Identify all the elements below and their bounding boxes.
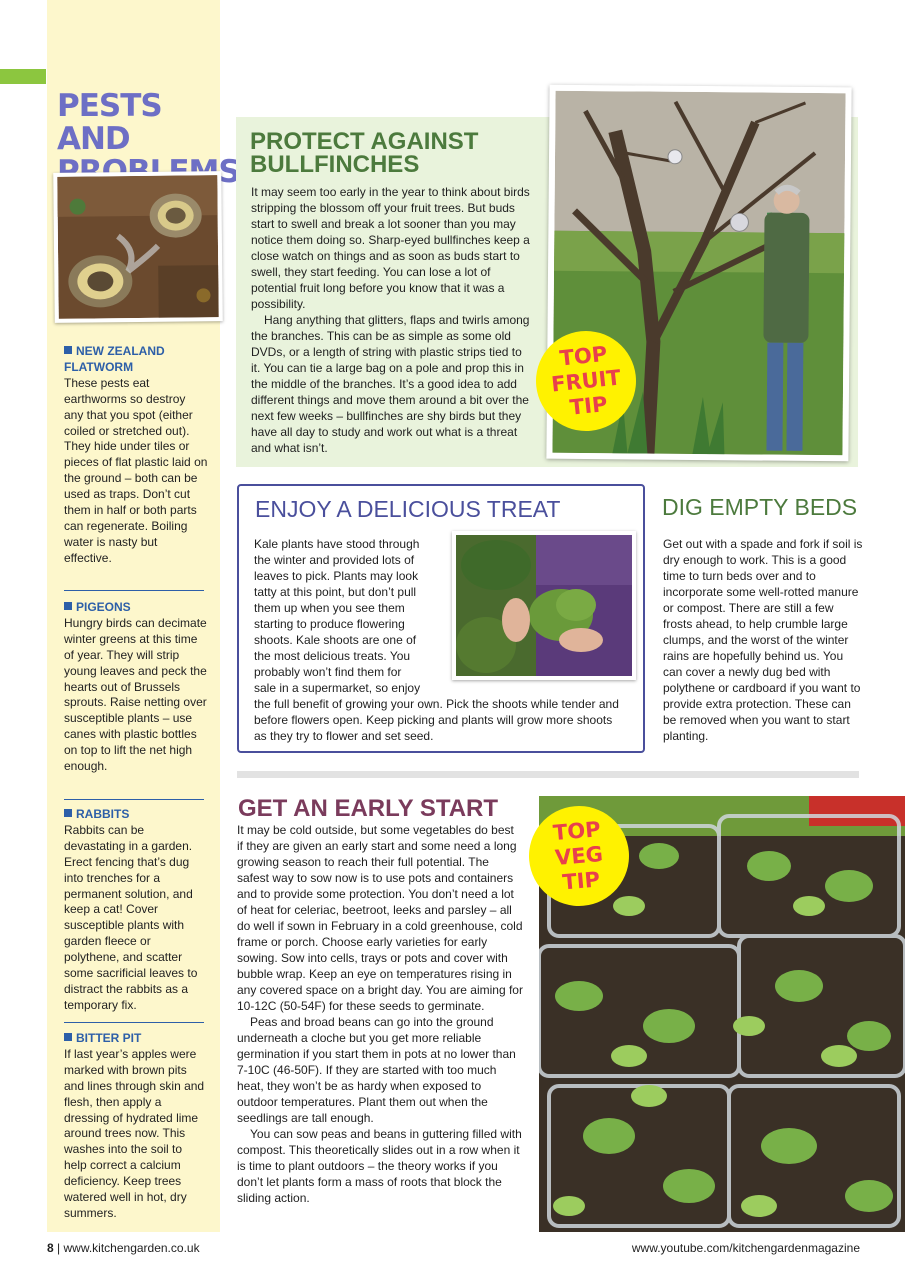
early-paragraph: You can sow peas and beans in guttering filled with compost. This theoretically slides out in a row when it is time to plant outdoors – the theory works if you don’t let plants form a mass of roots that block the sliding action. (237, 1127, 522, 1205)
bullet-square-icon (64, 1033, 72, 1041)
flatworm-photo (53, 171, 223, 323)
sidebar-heading: BITTER PIT (64, 1031, 208, 1047)
early-start-title: GET AN EARLY START (238, 795, 499, 822)
sidebar-heading: PIGEONS (64, 600, 208, 616)
bullfinch-paragraph: It may seem too early in the year to think about birds stripping the blossom off your fruit trees. But buds start to swell and break a lot sooner than you may notice them doing so. Sharp-eyed bullfinches keep a close watch on things and as soon as buds start to swell, they start feeding. You can lose a lot of potential fruit long before you know that it was a possibility. (251, 185, 530, 311)
kale-shoots-photo (452, 531, 636, 680)
bullet-square-icon (64, 602, 72, 610)
footer-left (47, 1241, 200, 1255)
top-veg-tip-badge: TOP VEG TIP (525, 802, 633, 910)
sidebar-heading: RABBITS (64, 807, 208, 823)
sidebar-divider (64, 1022, 204, 1023)
early-paragraph: Peas and broad beans can go into the ground underneath a cloche but you get more reliable germination if you start them in pots at no lower than 7-10C (46-50F). If they are started with too much heat, they won’t be as hardy when exposed to outdoor temperatures. Plant them out when the seedlings are tall enough. (237, 1015, 516, 1125)
sidebar-section-rabbits (64, 807, 208, 1014)
bullet-square-icon (64, 346, 72, 354)
bullfinch-body (251, 184, 533, 456)
treat-paragraph: Kale plants have stood through the winter and provided lots of leaves to pick. Plants may look tatty at this point, but don’t pull them up when you see them starting to produce flowering shoots. Kale shoots are one of the most delicious treats. You probably won’t find them for sale in a supermarket, so enjoy the full benefit of growing your own. Pick the shoots while tender and before flowers open. Keep picking and plants will grow more shoots as they try to flower and set seed. (254, 537, 619, 743)
top-fruit-tip-badge: TOP FRUIT TIP (531, 326, 641, 436)
sidebar-section-flatworm (64, 344, 208, 567)
sidebar-body: These pests eat earthworms so destroy any that you spot (either coiled or stretched out). They hide under tiles or pieces of flat plastic laid on the ground – both can be used as traps. Don’t cut them in half or both parts can regenerate. Boiling water is nasty but effective. (64, 375, 208, 565)
sidebar-divider (64, 799, 204, 800)
dig-beds-body: Get out with a spade and fork if soil is dry enough to work. This is a good time to turn beds over and to incorporate some well-rotted manure or compost. There are still a few frosts ahead, to help crumble large clumps, and the worst of the winter rains are hopefully behind us. You can cover a newly dug bed with polythene or cardboard if you want to provide extra protection. These can be removed when you want to start planting. (663, 537, 863, 743)
sidebar-title: PESTS AND (57, 88, 162, 157)
sidebar-body: If last year’s apples were marked with brown pits and lines through skin and flesh, then apply a dressing of hydrated lime around trees now. This washes into the soil to help correct a calcium deficiency. Keep trees watered well in hot, dry summers. (64, 1046, 205, 1220)
bullfinch-title: PROTECT AGAINST BULLFINCHES (250, 128, 479, 178)
sidebar-section-bitter-pit (64, 1031, 208, 1222)
page-number: 8 (47, 1241, 54, 1255)
bullet-square-icon (64, 809, 72, 817)
sidebar-body: Hungry birds can decimate winter greens at this time of year. They will strip young leaves and peck the hearts out of Brussels sprouts. Raise netting over susceptible plants – use canes with plastic bottles on top to lift the net high enough. (64, 615, 207, 774)
footer-site-link[interactable]: www.kitchengarden.co.uk (63, 1241, 200, 1255)
early-paragraph: It may be cold outside, but some vegetables do best if they are given an early start and some need a long growing season to reach their full potential. The safest way to sow now is to use pots and containers and to provide some protection. You don’t need a lot of heat for celeriac, beetroot, leeks and parsley – all do well if sown in February in a cold greenhouse, cold frame or porch. Choose early varieties for early sowing. Sow into cells, trays or pots and cover with bubble wrap. Keep an eye on temperatures rising in any covered space on a bright day. You are aiming for 10-12C (50-54F) for these seeds to germinate. (237, 823, 523, 1013)
section-tab-marker (0, 69, 46, 84)
footer-separator: | (57, 1241, 61, 1255)
sidebar-section-pigeons (64, 600, 208, 775)
sidebar-body: Rabbits can be devastating in a garden. Erect fencing that’s dug into trenches for a permanent solution, and keep a cat! Cover susceptible plants with garden fleece or polythene, and scatter some sacrificial leaves to distract the rabbits as a temporary fix. (64, 822, 198, 1012)
sidebar-divider (64, 590, 204, 591)
sidebar-heading: NEW ZEALAND FLATWORM (64, 344, 165, 374)
early-start-body (237, 822, 523, 1206)
treat-title: ENJOY A DELICIOUS TREAT (255, 496, 561, 522)
dig-beds-title: DIG EMPTY BEDS (662, 494, 858, 520)
footer-youtube-link[interactable]: www.youtube.com/kitchengardenmagazine (631, 1241, 860, 1255)
bullfinch-paragraph: Hang anything that glitters, flaps and twirls among the branches. This can be as simple as some old DVDs, or a length of string with plastic strips tied to it. You can tie a large bag on a pole and prop this in the middle of the branches. It’s a good idea to add different things and move them around a bit over the next few weeks – bullfinches are shy birds but they have all day to study and work out what is a threat and what isn’t. (251, 313, 530, 455)
section-divider-bar (237, 771, 859, 778)
